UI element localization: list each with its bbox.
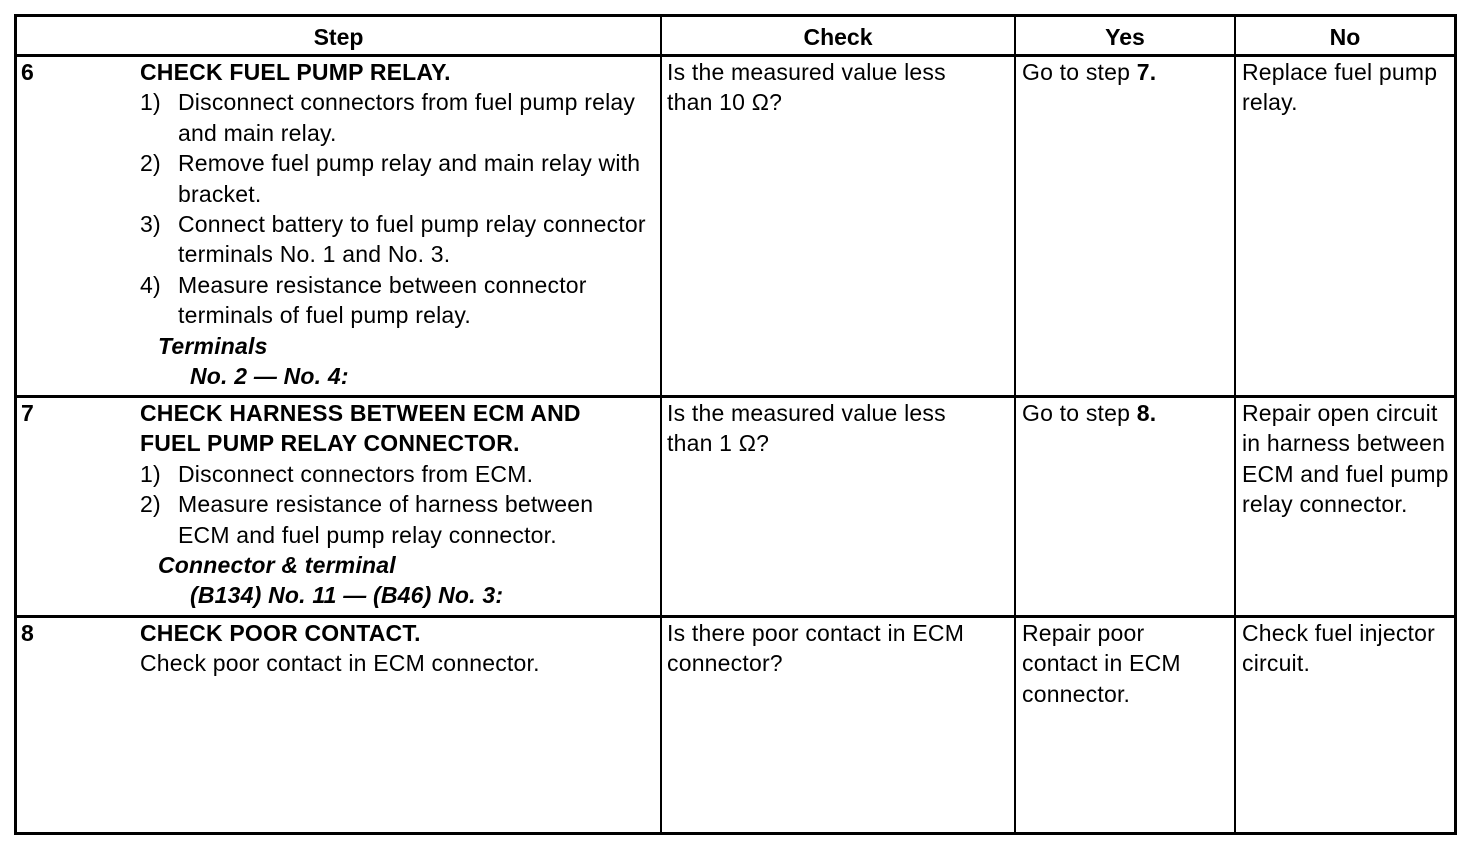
header-yes: Yes	[1105, 24, 1145, 50]
list-item: 3) Connect battery to fuel pump relay connector terminals No. 1 and No. 3.	[140, 211, 646, 268]
step-number-7: 7	[21, 400, 34, 426]
list-item: 2) Measure resistance of harness between ECM and fuel pump relay connector.	[140, 491, 594, 548]
step-title-7: CHECK HARNESS BETWEEN ECM AND FUEL PUMP RELAY CONNECTOR.	[140, 400, 581, 457]
yes-step-link-7: 8.	[1136, 400, 1157, 426]
yes-step-link-6: 7.	[1136, 59, 1157, 85]
list-item: 4) Measure resistance between connector terminals of fuel pump relay.	[140, 271, 587, 329]
list-item: 2) Remove fuel pump relay and main relay with bracket.	[140, 150, 641, 207]
check-6: Is the measured value less than 10 Ω?	[667, 59, 946, 116]
step-number-6: 6	[21, 59, 34, 85]
col-divider-check-yes	[1014, 17, 1016, 832]
spec-label-6: Terminals	[158, 332, 268, 359]
list-item: 1) Disconnect connectors from ECM.	[140, 460, 534, 487]
check-7: Is the measured value less than 1 Ω?	[667, 400, 946, 457]
yes-8: Repair poor contact in ECM connector.	[1022, 620, 1181, 707]
yes-7: Go to step 8.	[1022, 400, 1157, 426]
step-number-8: 8	[21, 620, 34, 646]
spec-label-7: Connector & terminal	[158, 552, 396, 579]
check-8: Is there poor contact in ECM connector?	[667, 620, 965, 677]
col-divider-step-check	[660, 17, 662, 832]
header-step: Step	[313, 24, 364, 50]
header-no: No	[1329, 24, 1361, 50]
step-body-6	[140, 57, 658, 391]
diagnostic-table	[14, 14, 1457, 835]
spec-value-7: (B134) No. 11 — (B46) No. 3:	[190, 582, 504, 609]
list-item: 1) Disconnect connectors from fuel pump relay and main relay.	[140, 89, 636, 146]
step-body-8	[140, 618, 658, 679]
step-title-8: CHECK POOR CONTACT.	[140, 620, 421, 646]
step-title-6: CHECK FUEL PUMP RELAY.	[140, 59, 451, 85]
header-check: Check	[803, 24, 873, 50]
step-body-7	[140, 398, 640, 611]
yes-6: Go to step 7.	[1022, 59, 1157, 85]
no-8: Check fuel injector circuit.	[1242, 620, 1435, 677]
no-7: Repair open circuit in harness between ECM and fuel pump relay connector.	[1242, 400, 1449, 518]
step-text-8: Check poor contact in ECM connector.	[140, 650, 540, 677]
spec-value-6: No. 2 — No. 4:	[190, 363, 349, 390]
no-6: Replace fuel pump relay.	[1242, 59, 1438, 116]
col-divider-yes-no	[1234, 17, 1236, 832]
